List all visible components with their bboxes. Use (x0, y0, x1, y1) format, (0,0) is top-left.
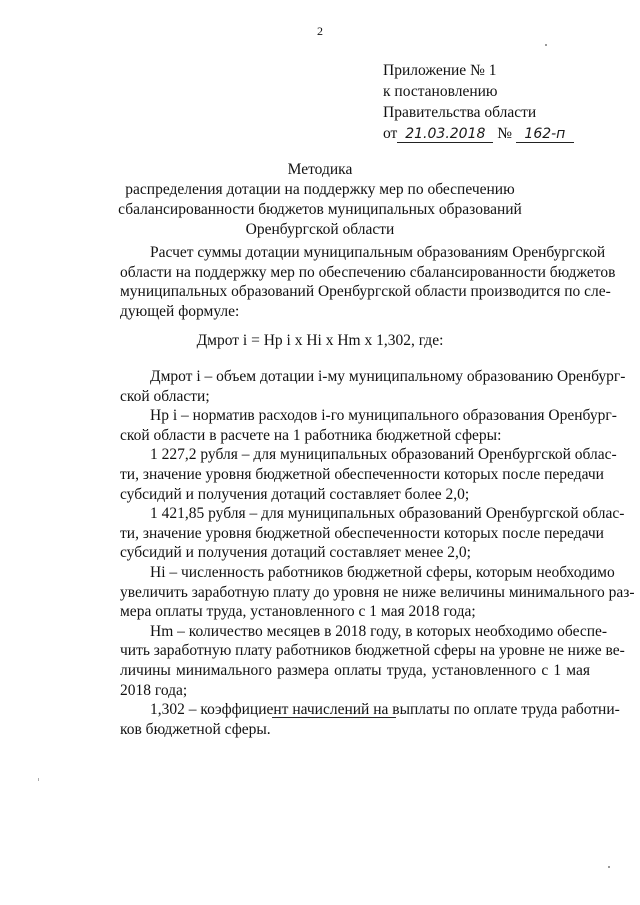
definition-line: личины минимального размера оплаты труда, установленного с 1 мая (120, 661, 590, 679)
definition-line: 2018 года; (120, 681, 188, 699)
definition-line: Нр i – норматив расходов i-го муниципального образования Оренбург- (150, 407, 617, 425)
definition-line: ти, значение уровня бюджетной обеспеченности которых после передачи (120, 465, 604, 483)
definition-line: увеличить заработную плату до уровня не ниже величины минимального раз- (120, 583, 635, 601)
number-prefix: № (497, 125, 512, 142)
definitions (120, 367, 635, 739)
intro-line: области на поддержку мер по обеспечению сбалансированности бюджетов (120, 263, 616, 281)
definition-line: чить заработную плату работников бюджетной сферы на уровне не ниже ве- (120, 642, 625, 660)
definition-line: 1,302 – коэффициент начислений на выплаты по оплате труда работни- (150, 701, 620, 719)
definition-line: мера оплаты труда, установленного с 1 мая 2018 года; (120, 603, 476, 621)
definition-line: Дмрот i – объем дотации i-му муниципальному образованию Оренбург- (150, 368, 626, 385)
end-separator-line (272, 717, 396, 718)
document-title (0, 160, 640, 240)
annex-authority: Правительства области (383, 104, 537, 121)
formula: Дмрот i = Нр i х Нi х Нm х 1,302, где: (196, 332, 444, 349)
definition-line: субсидий и получения дотаций составляет менее 2,0; (120, 544, 471, 562)
intro-line: муниципальных образований Оренбургской области производится по сле- (120, 283, 611, 301)
definition-line: Нm – количество месяцев в 2018 году, в которых необходимо обеспе- (150, 622, 608, 640)
annex-date-line (383, 123, 574, 144)
title-line: Методика (287, 161, 353, 178)
scan-speck (545, 44, 547, 46)
title-line: Оренбургской области (245, 221, 395, 238)
definition-line: Нi – численность работников бюджетной сферы, которым необходимо (150, 563, 615, 581)
definition-line: 1 421,85 рубля – для муниципальных образований Оренбургской облас- (150, 505, 625, 523)
definition-line: субсидий и получения дотаций составляет более 2,0; (120, 485, 470, 503)
handwritten-number: 162-п (516, 126, 574, 143)
title-line: сбалансированности бюджетов муниципальных образований (118, 201, 522, 218)
annex-block (383, 60, 574, 144)
title-line: распределения дотации на поддержку мер по обеспечению (125, 181, 515, 198)
definition-line: ти, значение уровня бюджетной обеспеченности которых после передачи (120, 524, 604, 542)
definition-line: ской области; (120, 387, 210, 405)
scan-speck (608, 866, 610, 868)
date-prefix: от (383, 125, 398, 142)
intro-line: Расчет суммы дотации муниципальным образованиям Оренбургской (150, 244, 606, 261)
annex-ref-line: к постановлению (383, 83, 498, 100)
page-number: 2 (317, 24, 323, 38)
scan-speck (38, 778, 39, 781)
handwritten-date: 21.03.2018 (397, 126, 493, 143)
definition-line: 1 227,2 рубля – для муниципальных образований Оренбургской облас- (150, 446, 617, 464)
annex-title: Приложение № 1 (383, 62, 497, 79)
definition-line: ской области в расчете на 1 работника бюджетной сферы: (120, 426, 502, 444)
intro-line: дующей формуле: (120, 302, 240, 320)
definition-line: ков бюджетной сферы. (120, 720, 271, 738)
intro-paragraph (120, 243, 616, 321)
